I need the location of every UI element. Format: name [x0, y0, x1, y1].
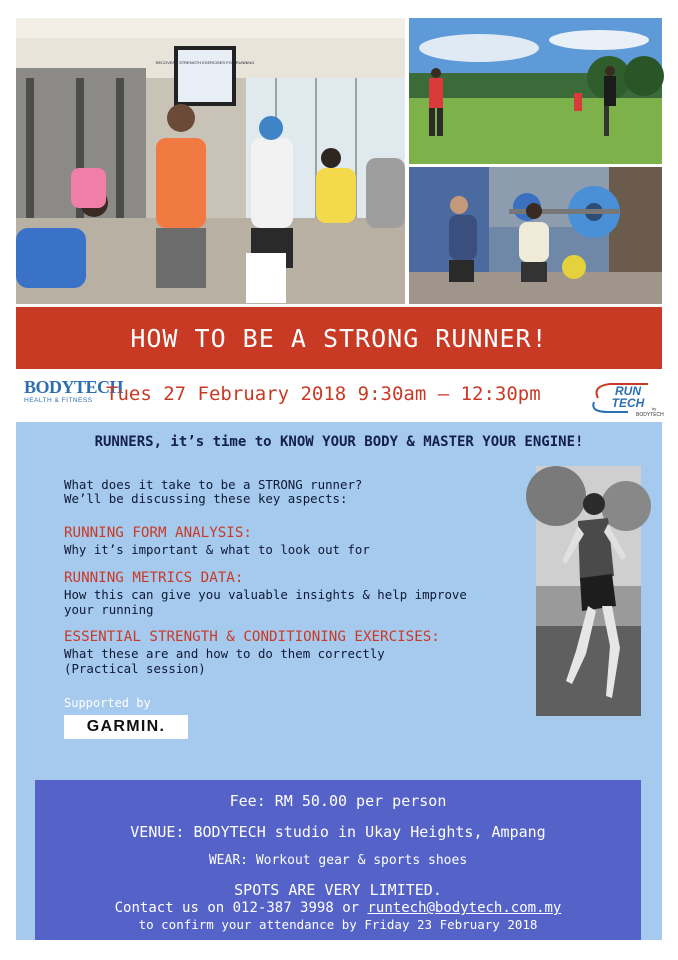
runtech-logo-tech: TECH	[611, 396, 645, 410]
fee-text: Fee: RM 50.00 per person	[229, 792, 447, 810]
runtech-logo	[588, 376, 664, 418]
confirm-deadline-text: to confirm your attendance by Friday 23 February 2018	[138, 917, 538, 932]
contact-line	[35, 900, 641, 916]
runtech-logo-run: RUN	[615, 384, 641, 398]
contact-email-link[interactable]: runtech@bodytech.com.my	[367, 900, 562, 916]
event-info-panel	[16, 422, 662, 940]
runner-photo	[536, 466, 641, 716]
supported-by-label: Supported by	[64, 696, 151, 710]
gym-group-training-photo	[16, 18, 405, 304]
event-date-time: Tues 27 February 2018 9:30am – 12:30pm	[106, 383, 541, 405]
runtech-logo-subtitle: BODYTECH	[636, 412, 664, 418]
date-row	[16, 370, 662, 422]
topic-heading-strength: ESSENTIAL STRENGTH & CONDITIONING EXERCISES:	[64, 629, 440, 645]
topic-heading-form: RUNNING FORM ANALYSIS:	[64, 525, 252, 541]
intro-line-1: What does it take to be a STRONG runner?	[64, 477, 363, 492]
wear-text: WEAR: Workout gear & sports shoes	[208, 853, 468, 868]
gym-weights-photo	[409, 167, 662, 304]
intro-line-2: We’ll be discussing these key aspects:	[64, 491, 348, 506]
venue-text: VENUE: BODYTECH studio in Ukay Heights, Ampang	[130, 823, 546, 841]
event-title: HOW TO BE A STRONG RUNNER!	[16, 307, 662, 369]
topic-heading-metrics: RUNNING METRICS DATA:	[64, 570, 244, 586]
headline: RUNNERS, it’s time to KNOW YOUR BODY & MASTER YOUR ENGINE!	[94, 434, 584, 450]
bodytech-logo-subtitle: HEALTH & FITNESS	[24, 397, 93, 404]
topic-desc-metrics: How this can give you valuable insights & help improve your running	[64, 587, 467, 617]
contact-text: Contact us on 012-387 3998 or	[114, 900, 360, 916]
bodytech-logo-name: BODYTECH	[24, 377, 124, 397]
topic-desc-form: Why it’s important & what to look out for	[64, 542, 370, 557]
fee-details-box	[35, 780, 641, 940]
screen-text: RECOVERY STRENGTH EXERCISES FOR RUNNING	[155, 60, 255, 65]
spots-limited-text: SPOTS ARE VERY LIMITED.	[234, 881, 442, 899]
field-running-photo	[409, 18, 662, 164]
runtech-logo-by: by	[652, 406, 657, 411]
topic-desc-strength: What these are and how to do them correctly (Practical session)	[64, 646, 385, 676]
garmin-logo: GARMIN.	[64, 715, 188, 739]
bodytech-logo	[24, 377, 124, 417]
